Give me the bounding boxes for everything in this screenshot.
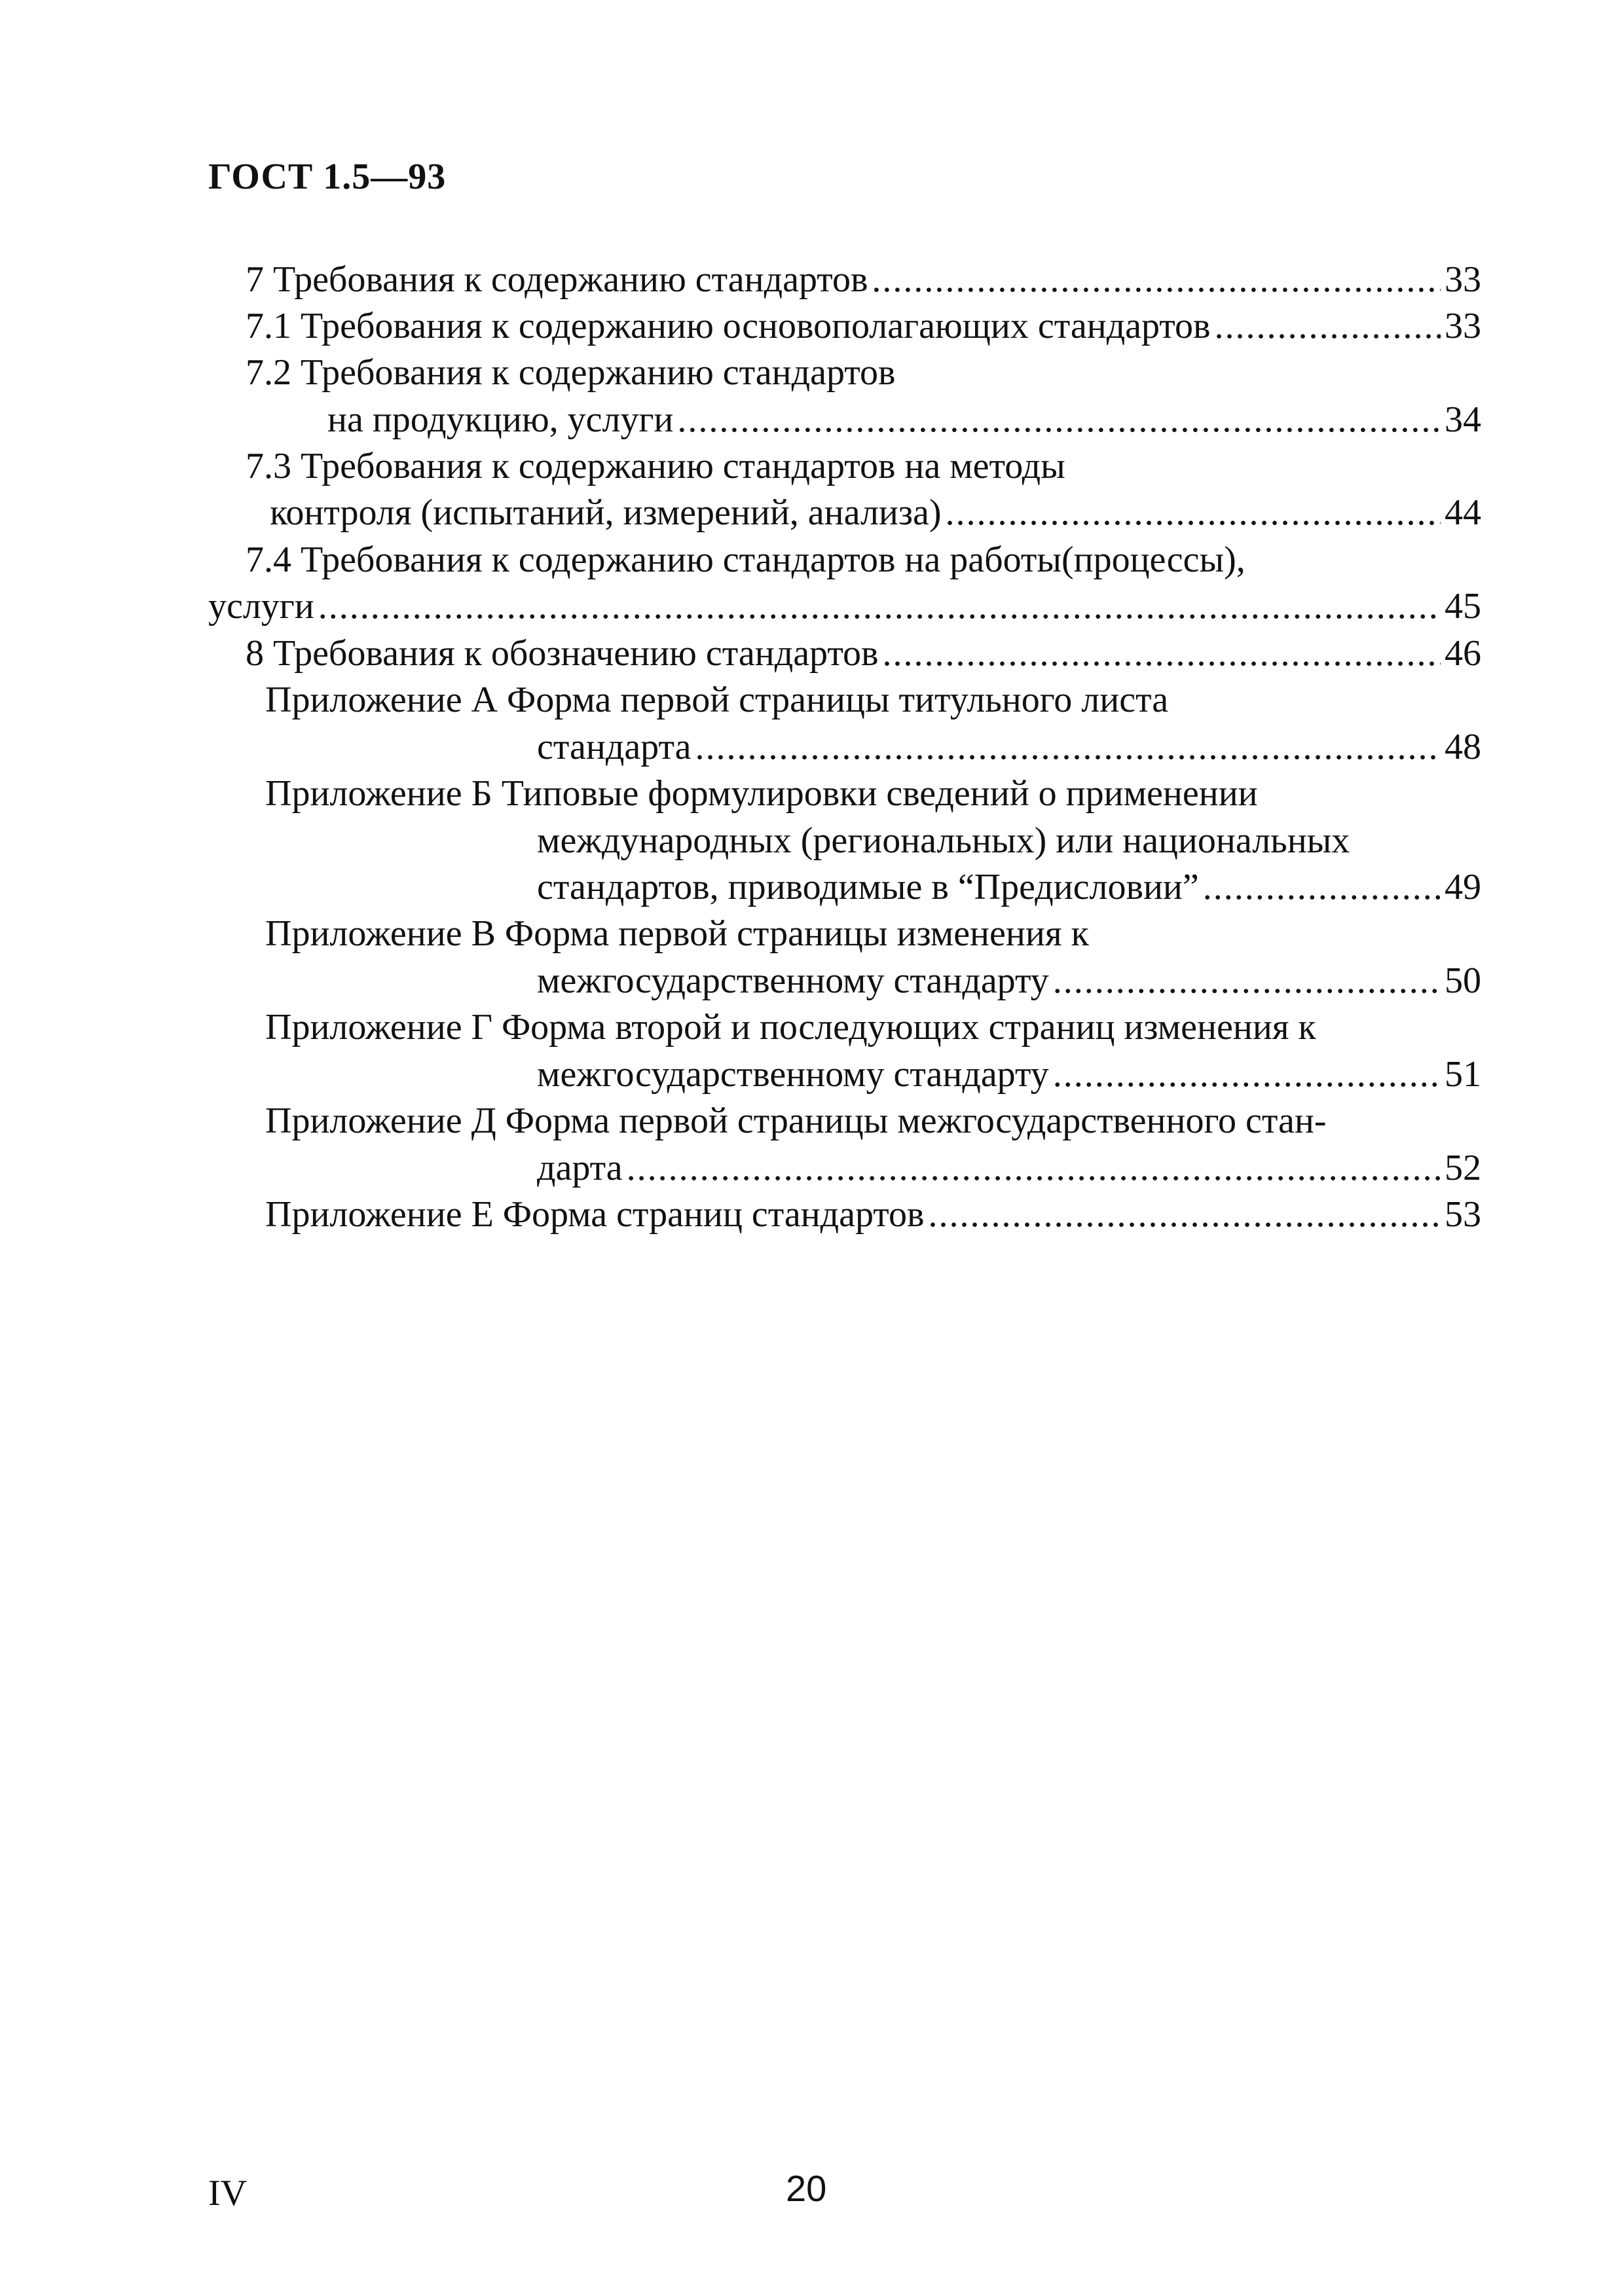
toc-entry-text: международных (региональных) или национальных	[537, 820, 1350, 861]
toc-entry	[208, 584, 1481, 629]
toc-entry-text: услуги	[208, 586, 314, 627]
document-code: ГОСТ 1.5—93	[208, 156, 447, 197]
toc-entry-text: Приложение Д Форма первой страницы межгосударственного стан-	[265, 1101, 1327, 1141]
toc-leader-dots	[1053, 958, 1441, 1003]
toc-leader-dots	[695, 725, 1441, 769]
toc-entry-text: 7.2 Требования к содержанию стандартов	[246, 352, 896, 393]
toc-leader-dots	[1053, 1052, 1441, 1097]
toc-entry	[265, 1099, 1327, 1143]
toc-entry-text: 7.4 Требования к содержанию стандартов на работы(процессы),	[246, 539, 1246, 580]
toc-entry-page: 53	[1445, 1194, 1481, 1235]
toc-entry	[265, 1192, 1481, 1237]
toc-leader-dots	[1203, 865, 1441, 909]
toc-entry-text: 7.1 Требования к содержанию основополагающих стандартов	[246, 306, 1211, 346]
toc-entry-text: Приложение А Форма первой страницы титульного листа	[265, 680, 1169, 720]
toc-entry-page: 50	[1445, 960, 1481, 1001]
toc-entry	[537, 818, 1350, 863]
toc-entry	[246, 444, 1065, 488]
toc-entry	[246, 538, 1246, 582]
toc-entry-text: 7.3 Требования к содержанию стандартов на методы	[246, 446, 1065, 486]
toc-entry-page: 48	[1445, 727, 1481, 767]
toc-entry	[265, 771, 1258, 816]
toc-entry	[270, 490, 1481, 535]
toc-leader-dots	[627, 1146, 1441, 1190]
toc-entry-text: межгосударственному стандарту	[537, 1054, 1049, 1095]
toc-entry-text: Приложение В Форма первой страницы изменения к	[265, 913, 1089, 954]
toc-entry-text: Приложение Е Форма страниц стандартов	[265, 1194, 925, 1235]
toc-leader-dots	[946, 490, 1441, 535]
toc-entry-page: 34	[1445, 399, 1481, 440]
toc-entry-page: 49	[1445, 867, 1481, 907]
toc-entry-text: Приложение Б Типовые формулировки сведений о применении	[265, 773, 1258, 814]
toc-entry-page: 45	[1445, 586, 1481, 627]
toc-leader-dots	[318, 584, 1441, 629]
toc-entry-text: стандартов, приводимые в “Предисловии”	[537, 867, 1199, 907]
toc-entry	[265, 678, 1168, 722]
toc-entry-text: 7 Требования к содержанию стандартов	[246, 259, 868, 300]
toc-entry-page: 44	[1445, 492, 1481, 533]
page-number: 20	[786, 2168, 827, 2209]
toc-entry	[537, 865, 1481, 909]
toc-entry	[537, 1146, 1481, 1190]
toc-leader-dots	[1214, 304, 1441, 348]
toc-entry-text: 8 Требования к обозначению стандартов	[246, 633, 879, 674]
toc-leader-dots	[883, 631, 1441, 676]
toc-entry	[265, 1005, 1316, 1049]
toc-entry-text: на продукцию, услуги	[327, 399, 674, 440]
toc-entry	[246, 304, 1481, 348]
toc-entry-page: 46	[1445, 633, 1481, 674]
toc-leader-dots	[677, 397, 1441, 442]
toc-leader-dots	[928, 1192, 1441, 1237]
toc-entry-text: стандарта	[537, 727, 692, 767]
toc-entry	[327, 397, 1481, 442]
toc-entry-text: межгосударственному стандарту	[537, 960, 1049, 1001]
toc-leader-dots	[872, 257, 1441, 302]
toc-entry-page: 51	[1445, 1054, 1481, 1095]
toc-entry-text: Приложение Г Форма второй и последующих страниц изменения к	[265, 1007, 1316, 1048]
toc-entry-page: 52	[1445, 1148, 1481, 1188]
roman-page-marker: IV	[208, 2173, 248, 2214]
toc-entry-text: дарта	[537, 1148, 623, 1188]
toc-entry	[246, 350, 895, 395]
toc-entry	[537, 725, 1481, 769]
toc-entry-text: контроля (испытаний, измерений, анализа)	[270, 492, 942, 533]
toc-entry	[246, 257, 1481, 302]
toc-entry	[537, 1052, 1481, 1097]
toc-entry-page: 33	[1445, 306, 1481, 346]
toc-entry	[265, 911, 1089, 956]
toc-entry-page: 33	[1445, 259, 1481, 300]
toc-entry	[537, 958, 1481, 1003]
toc-entry	[246, 631, 1481, 676]
